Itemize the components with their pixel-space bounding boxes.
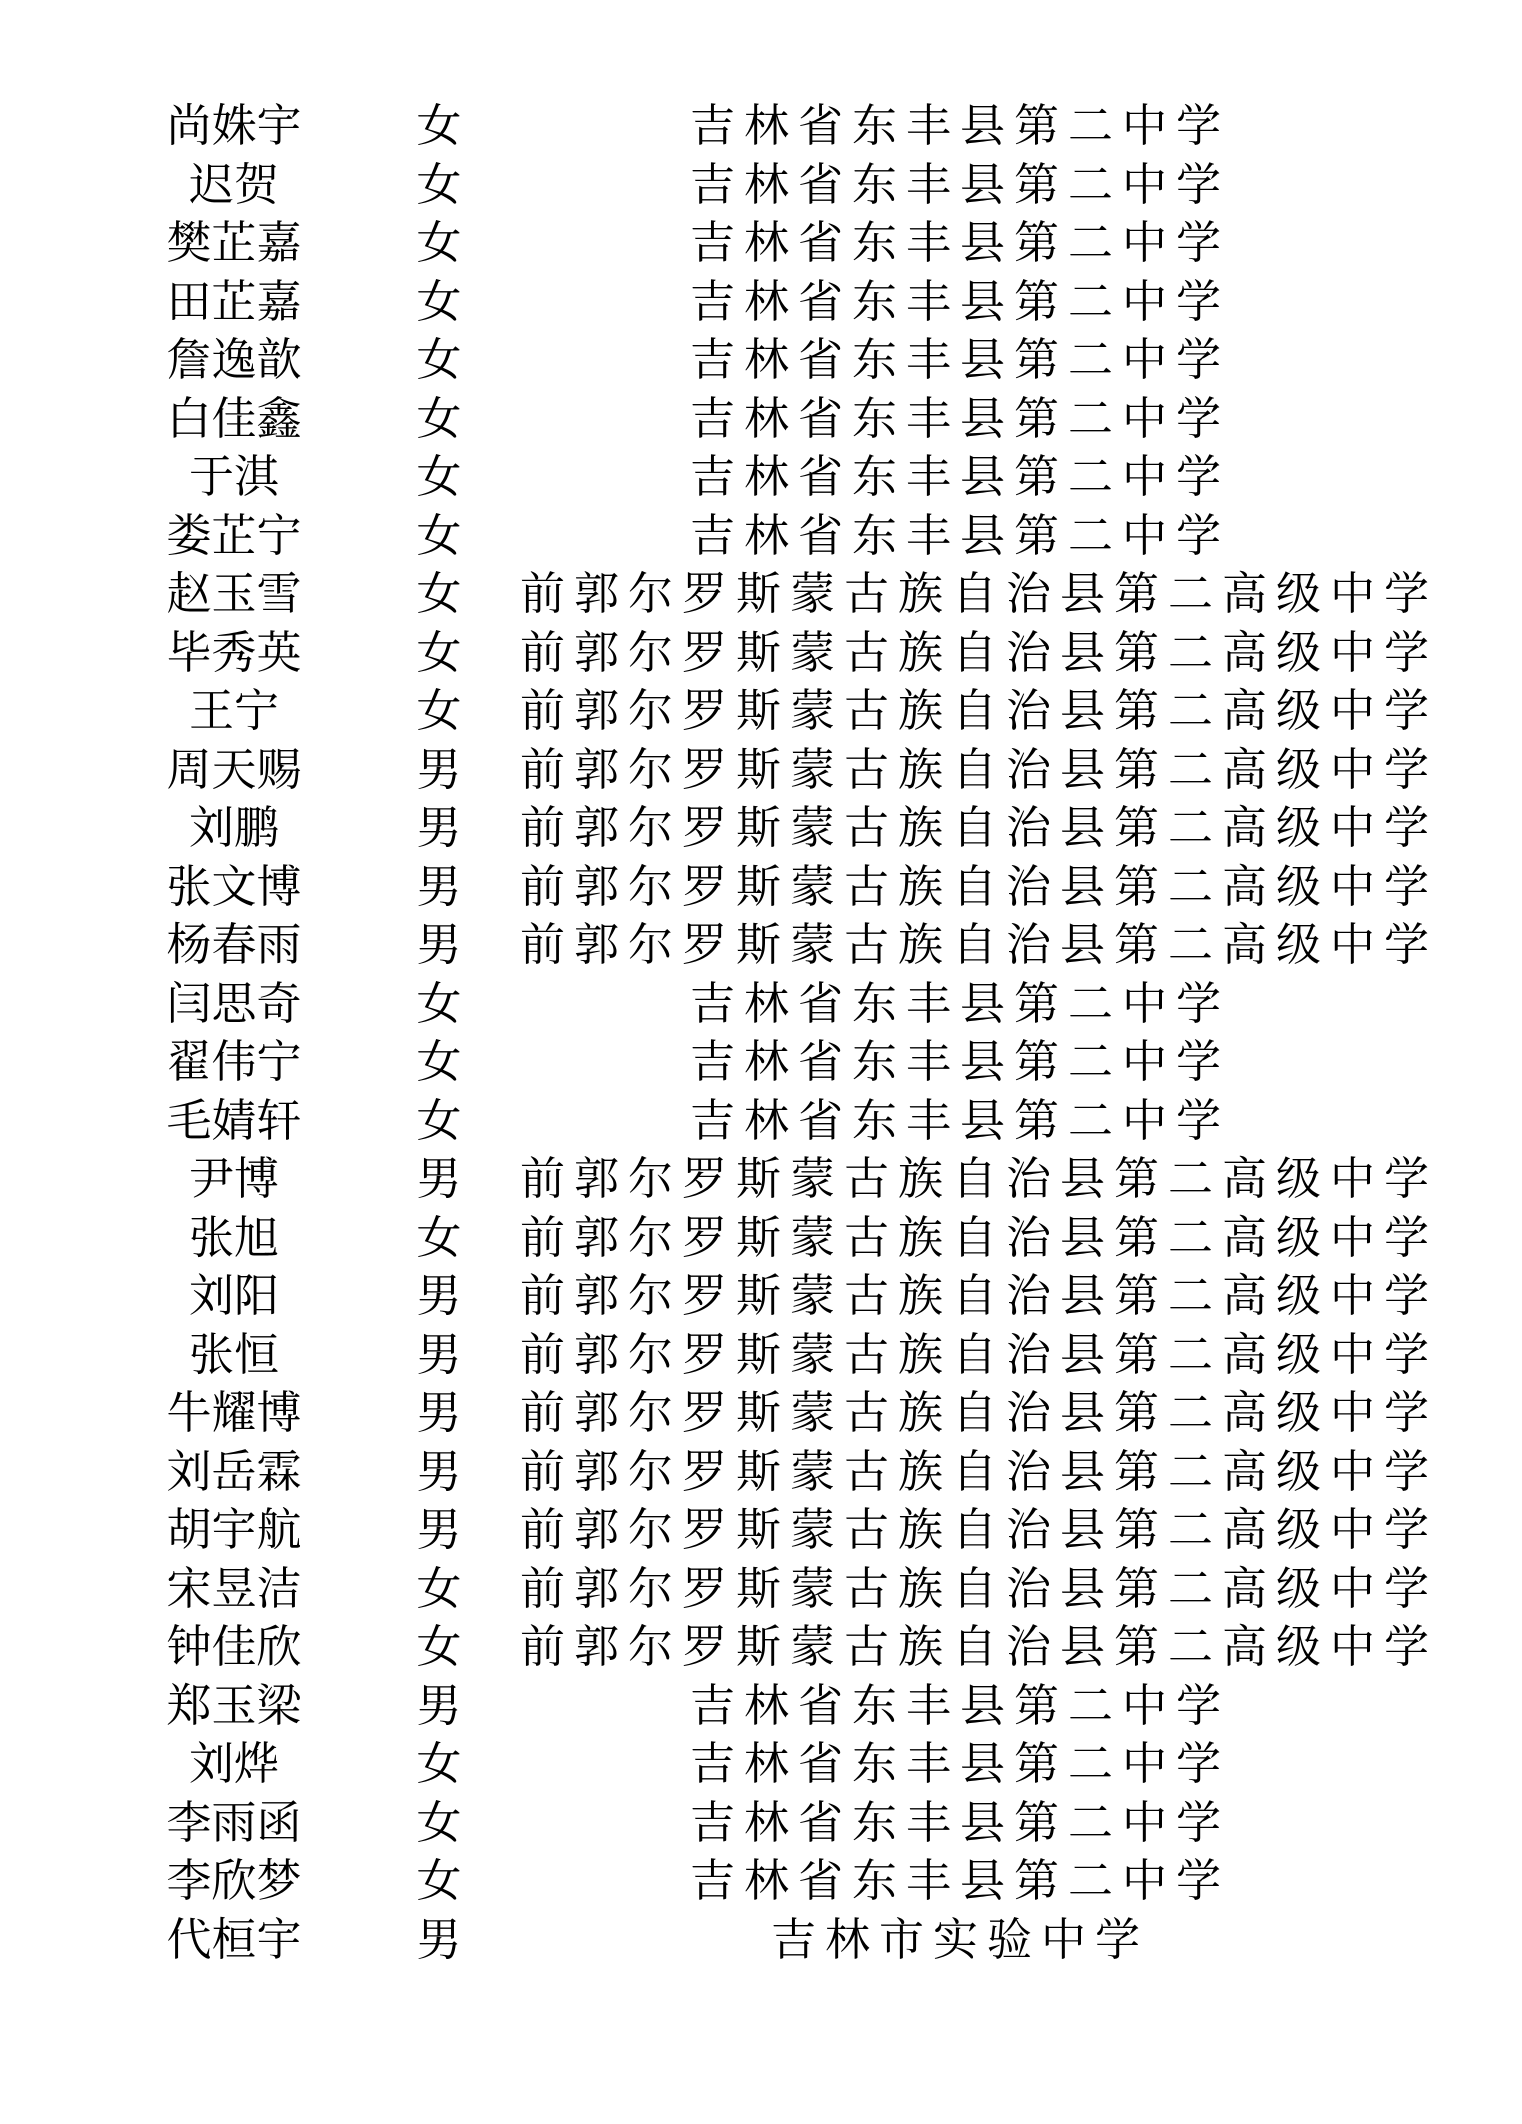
student-gender: 男 bbox=[416, 1386, 462, 1439]
student-school: 前郭尔罗斯蒙古族自治县第二高级中学 bbox=[520, 625, 1439, 679]
student-gender: 男 bbox=[416, 1444, 462, 1498]
student-gender: 女 bbox=[416, 391, 462, 445]
student-gender: 女 bbox=[416, 1854, 462, 1907]
student-name: 代桓宇 bbox=[166, 1912, 302, 1966]
list-row bbox=[0, 799, 1522, 858]
list-row bbox=[0, 507, 1522, 566]
student-school: 前郭尔罗斯蒙古族自治县第二高级中学 bbox=[520, 1620, 1439, 1673]
student-name: 李雨函 bbox=[166, 1795, 302, 1849]
student-name: 刘鹏 bbox=[188, 801, 279, 854]
list-row bbox=[0, 156, 1522, 215]
student-school: 吉林省东丰县第二中学 bbox=[689, 976, 1230, 1030]
list-row bbox=[0, 214, 1522, 273]
student-school: 前郭尔罗斯蒙古族自治县第二高级中学 bbox=[520, 1503, 1439, 1556]
list-row bbox=[0, 858, 1522, 917]
student-school: 吉林省东丰县第二中学 bbox=[689, 1093, 1230, 1147]
student-gender: 女 bbox=[416, 99, 462, 152]
student-name: 赵玉雪 bbox=[166, 567, 302, 620]
student-school: 吉林省东丰县第二中学 bbox=[689, 274, 1230, 328]
student-name: 牛耀博 bbox=[166, 1386, 302, 1439]
student-school: 前郭尔罗斯蒙古族自治县第二高级中学 bbox=[520, 1269, 1439, 1322]
student-gender: 女 bbox=[416, 333, 462, 386]
list-row bbox=[0, 1033, 1522, 1092]
list-row bbox=[0, 1852, 1522, 1911]
student-name: 毛婧轩 bbox=[166, 1093, 302, 1147]
student-gender: 女 bbox=[416, 157, 462, 211]
student-gender: 男 bbox=[416, 918, 462, 971]
student-name: 刘烨 bbox=[188, 1737, 279, 1790]
student-school: 前郭尔罗斯蒙古族自治县第二高级中学 bbox=[520, 1327, 1439, 1381]
student-gender: 男 bbox=[416, 1269, 462, 1322]
student-school: 吉林省东丰县第二中学 bbox=[689, 99, 1230, 152]
student-school: 吉林省东丰县第二中学 bbox=[689, 1795, 1230, 1849]
student-gender: 女 bbox=[416, 1093, 462, 1147]
student-gender: 男 bbox=[416, 801, 462, 854]
list-row bbox=[0, 741, 1522, 800]
student-gender: 女 bbox=[416, 625, 462, 679]
student-name: 樊芷嘉 bbox=[166, 216, 302, 269]
student-school: 前郭尔罗斯蒙古族自治县第二高级中学 bbox=[520, 684, 1439, 737]
student-gender: 女 bbox=[416, 976, 462, 1030]
student-gender: 女 bbox=[416, 508, 462, 562]
student-gender: 男 bbox=[416, 1912, 462, 1966]
student-school: 吉林省东丰县第二中学 bbox=[689, 1854, 1230, 1907]
student-gender: 男 bbox=[416, 1152, 462, 1205]
student-name: 毕秀英 bbox=[166, 625, 302, 679]
student-gender: 女 bbox=[416, 1795, 462, 1849]
list-row bbox=[0, 975, 1522, 1034]
student-school: 吉林省东丰县第二中学 bbox=[689, 391, 1230, 445]
student-gender: 男 bbox=[416, 859, 462, 913]
student-gender: 女 bbox=[416, 567, 462, 620]
list-row bbox=[0, 682, 1522, 741]
student-name: 钟佳欣 bbox=[166, 1620, 302, 1673]
list-row bbox=[0, 1560, 1522, 1619]
student-name: 白佳鑫 bbox=[166, 391, 302, 445]
list-row bbox=[0, 1677, 1522, 1736]
student-school: 吉林省东丰县第二中学 bbox=[689, 216, 1230, 269]
student-name: 娄芷宁 bbox=[166, 508, 302, 562]
student-name: 翟伟宁 bbox=[166, 1035, 302, 1088]
student-gender: 男 bbox=[416, 1503, 462, 1556]
student-gender: 女 bbox=[416, 1737, 462, 1790]
list-row bbox=[0, 1150, 1522, 1209]
student-name: 张恒 bbox=[188, 1327, 279, 1381]
student-gender: 女 bbox=[416, 1210, 462, 1264]
list-row bbox=[0, 1209, 1522, 1268]
student-school: 吉林省东丰县第二中学 bbox=[689, 333, 1230, 386]
student-gender: 男 bbox=[416, 1327, 462, 1381]
student-gender: 女 bbox=[416, 274, 462, 328]
student-school: 吉林省东丰县第二中学 bbox=[689, 157, 1230, 211]
student-name: 尹博 bbox=[188, 1152, 279, 1205]
student-school: 前郭尔罗斯蒙古族自治县第二高级中学 bbox=[520, 742, 1439, 796]
student-name: 迟贺 bbox=[188, 157, 279, 211]
student-school: 前郭尔罗斯蒙古族自治县第二高级中学 bbox=[520, 859, 1439, 913]
student-name: 田芷嘉 bbox=[166, 274, 302, 328]
student-gender: 女 bbox=[416, 684, 462, 737]
student-gender: 男 bbox=[416, 742, 462, 796]
list-row bbox=[0, 1501, 1522, 1560]
student-name: 于淇 bbox=[188, 450, 279, 503]
student-school: 前郭尔罗斯蒙古族自治县第二高级中学 bbox=[520, 918, 1439, 971]
student-school: 前郭尔罗斯蒙古族自治县第二高级中学 bbox=[520, 801, 1439, 854]
student-school: 吉林省东丰县第二中学 bbox=[689, 1678, 1230, 1732]
student-school: 吉林省东丰县第二中学 bbox=[689, 1035, 1230, 1088]
list-row bbox=[0, 331, 1522, 390]
student-school: 吉林省东丰县第二中学 bbox=[689, 508, 1230, 562]
student-school: 吉林省东丰县第二中学 bbox=[689, 1737, 1230, 1790]
list-row bbox=[0, 1735, 1522, 1794]
list-row bbox=[0, 1326, 1522, 1385]
student-gender: 女 bbox=[416, 1620, 462, 1673]
list-row bbox=[0, 390, 1522, 449]
list-row bbox=[0, 1092, 1522, 1151]
list-row bbox=[0, 624, 1522, 683]
list-row bbox=[0, 565, 1522, 624]
student-school: 前郭尔罗斯蒙古族自治县第二高级中学 bbox=[520, 1210, 1439, 1264]
student-name: 刘阳 bbox=[188, 1269, 279, 1322]
student-school: 吉林省东丰县第二中学 bbox=[689, 450, 1230, 503]
list-row bbox=[0, 448, 1522, 507]
student-name: 张旭 bbox=[188, 1210, 279, 1264]
student-name: 刘岳霖 bbox=[166, 1444, 302, 1498]
student-name: 杨春雨 bbox=[166, 918, 302, 971]
student-school: 前郭尔罗斯蒙古族自治县第二高级中学 bbox=[520, 1152, 1439, 1205]
list-row bbox=[0, 273, 1522, 332]
student-list bbox=[0, 97, 1522, 1969]
student-gender: 女 bbox=[416, 450, 462, 503]
student-school: 前郭尔罗斯蒙古族自治县第二高级中学 bbox=[520, 567, 1439, 620]
student-school: 前郭尔罗斯蒙古族自治县第二高级中学 bbox=[520, 1561, 1439, 1615]
student-name: 王宁 bbox=[188, 684, 279, 737]
student-name: 宋昱洁 bbox=[166, 1561, 302, 1615]
list-row bbox=[0, 1267, 1522, 1326]
student-gender: 女 bbox=[416, 216, 462, 269]
list-row bbox=[0, 97, 1522, 156]
student-name: 胡宇航 bbox=[166, 1503, 302, 1556]
student-gender: 女 bbox=[416, 1561, 462, 1615]
list-row bbox=[0, 916, 1522, 975]
student-school: 吉林市实验中学 bbox=[770, 1912, 1149, 1966]
student-name: 尚姝宇 bbox=[166, 99, 302, 152]
student-name: 张文博 bbox=[166, 859, 302, 913]
student-name: 李欣梦 bbox=[166, 1854, 302, 1907]
list-row bbox=[0, 1794, 1522, 1853]
list-row bbox=[0, 1443, 1522, 1502]
student-school: 前郭尔罗斯蒙古族自治县第二高级中学 bbox=[520, 1444, 1439, 1498]
student-name: 詹逸歆 bbox=[166, 333, 302, 386]
list-row bbox=[0, 1384, 1522, 1443]
student-gender: 女 bbox=[416, 1035, 462, 1088]
student-school: 前郭尔罗斯蒙古族自治县第二高级中学 bbox=[520, 1386, 1439, 1439]
list-row bbox=[0, 1618, 1522, 1677]
student-name: 郑玉梁 bbox=[166, 1678, 302, 1732]
student-name: 周天赐 bbox=[166, 742, 302, 796]
list-row bbox=[0, 1911, 1522, 1970]
student-gender: 男 bbox=[416, 1678, 462, 1732]
student-name: 闫思奇 bbox=[166, 976, 302, 1030]
